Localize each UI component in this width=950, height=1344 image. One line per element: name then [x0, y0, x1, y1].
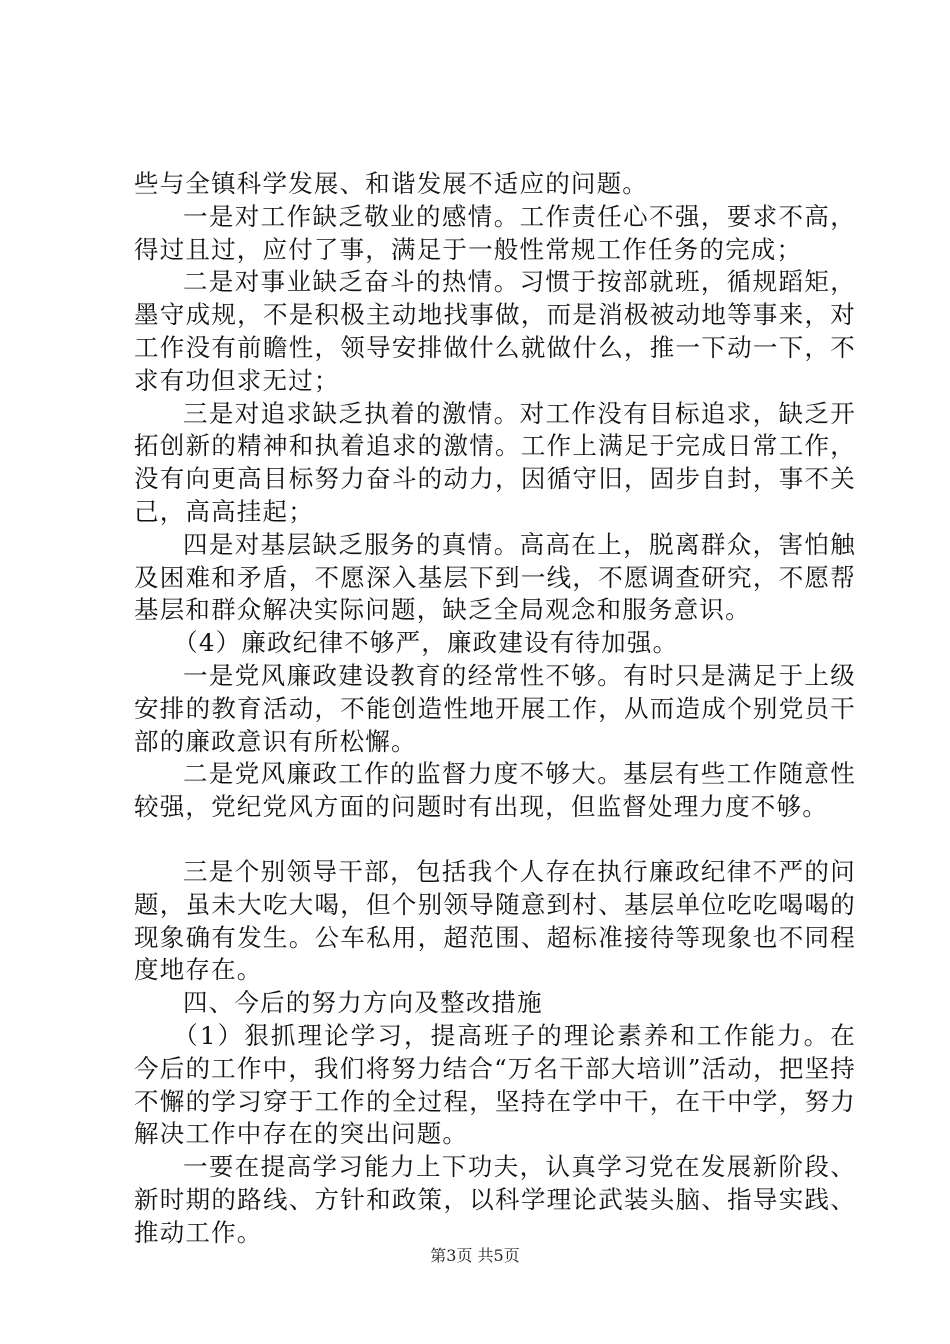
- paragraph-item-4: 四是对基层缺乏服务的真情。高高在上，脱离群众，害怕触及困难和矛盾，不愿深入基层下到一线，不愿调查研究，不愿帮基层和群众解决实际问题，缺乏全局观念和服务意识。: [134, 529, 856, 625]
- paragraph-item-1: 一是对工作缺乏敬业的感情。工作责任心不强，要求不高，得过且过，应付了事，满足于一般性常规工作任务的完成；: [134, 201, 856, 264]
- document-body: [134, 168, 856, 1250]
- paragraph-continuation: 些与全镇科学发展、和谐发展不适应的问题。: [134, 169, 648, 198]
- section-heading-measures: 四、今后的努力方向及整改措施: [183, 988, 543, 1018]
- paragraph-measure-1a: 一要在提高学习能力上下功夫，认真学习党在发展新阶段、新时期的路线、方针和政策，以科学理论武装头脑、指导实践、推动工作。: [134, 1152, 856, 1247]
- paragraph-measure-1: （1）狠抓理论学习，提高班子的理论素养和工作能力。在今后的工作中，我们将努力结合“万名干部大培训”活动，把坚持不懈的学习穿于工作的全过程，坚持在学中干，在干中学，努力解决工作中存在的突出问题。: [134, 1020, 856, 1149]
- page-footer: 第3页 共5页: [430, 1246, 520, 1265]
- paragraph-integrity-2: 二是党风廉政工作的监督力度不够大。基层有些工作随意性较强，党纪党风方面的问题时有出现，但监督处理力度不够。: [134, 759, 856, 822]
- section-heading-4: （4）廉政纪律不够严，廉政建设有待加强。: [173, 628, 679, 658]
- paragraph-item-3: 三是对追求缺乏执着的激情。对工作没有目标追求，缺乏开拓创新的精神和执着追求的激情。工作上满足于完成日常工作，没有向更高目标努力奋斗的动力，因循守旧，固步自封，事不关己，高高挂起；: [134, 398, 856, 526]
- paragraph-item-2: 二是对事业缺乏奋斗的热情。习惯于按部就班，循规蹈矩，墨守成规，不是积极主动地找事做，而是消极被动地等事来，对工作没有前瞻性，领导安排做什么就做什么，推一下动一下，不求有功但求无过；: [134, 267, 856, 395]
- paragraph-integrity-1: 一是党风廉政建设教育的经常性不够。有时只是满足于上级安排的教育活动，不能创造性地开展工作，从而造成个别党员干部的廉政意识有所松懈。: [134, 660, 856, 756]
- paragraph-integrity-3: 三是个别领导干部，包括我个人存在执行廉政纪律不严的问题，虽未大吃大喝，但个别领导随意到村、基层单位吃吃喝喝的现象确有发生。公车私用，超范围、超标准接待等现象也不同程度地存在。: [134, 856, 856, 985]
